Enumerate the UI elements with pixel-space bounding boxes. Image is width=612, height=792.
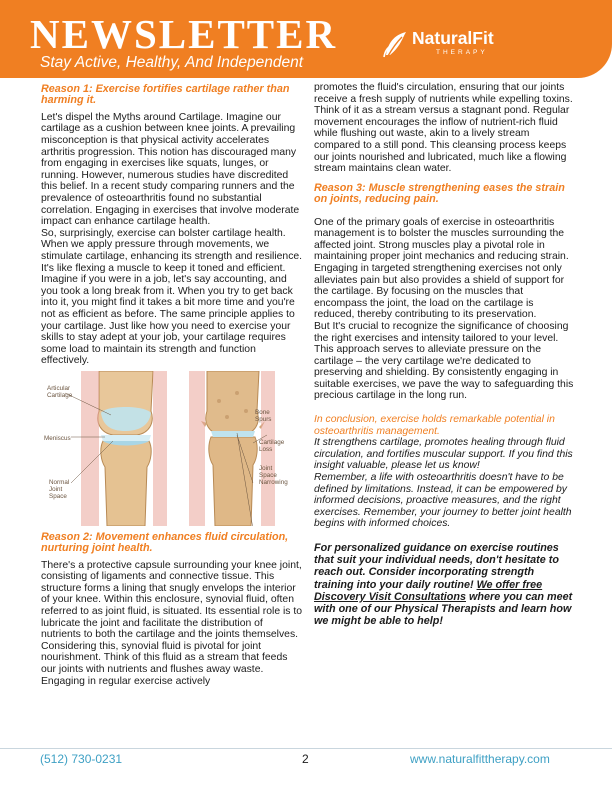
cta-text-before: For personalized guidance on exercise routines that suit your individual needs, don't hesitate to reach out. Consider incorporating strength training into your daily routine! (314, 542, 559, 591)
reason2-paragraph-3: promotes the fluid's circulation, ensuring that our joints receive a fresh supply of nutrients while expelling toxins. Think of it as a stream versus a stagnant pond. Regular movement encourages the inflow of nutrient-rich fluid while flushing out waste, akin to a lively stream compared to a still pond. This cleansing process keeps our joints nourished and lubricated, much like a flowing stream maintains clean water. (314, 82, 573, 175)
newsletter-subtitle: Stay Active, Healthy, And Independent (40, 54, 304, 71)
reason1-heading: Reason 1: Exercise fortifies cartilage rather than harming it. (41, 83, 290, 107)
footer-website[interactable]: www.naturalfittherapy.com (410, 752, 550, 766)
logo-tagline: THERAPY (436, 49, 488, 56)
newsletter-title: NEWSLETTER (30, 11, 338, 57)
footer-divider (0, 748, 612, 749)
healthy-knee (81, 371, 167, 526)
conclusion-paragraph-1: It strengthens cartilage, promotes healing through fluid circulation, and fortifies muscular support. If you find this insight valuable, please let us know! (314, 437, 573, 472)
right-column (314, 82, 576, 627)
brand-logo[interactable] (382, 25, 542, 70)
reason1-paragraph-2: So, surprisingly, exercise can bolster cartilage health. When we apply pressure through movements, we stimulate cartilage, enhancing its strength and resilience. It's like flexing a muscle to keep it toned and efficient. (41, 227, 303, 274)
page-number: 2 (302, 752, 309, 766)
reason2-paragraph-1: There's a protective capsule surrounding your knee joint, consisting of ligaments and connective tissue. This structure forms a lining that snugly envelops the interior of your knee. Within this enclosure, synovial fluid, often referred to as joint fluid, is situated. Its essential role is to lubricate the joint and facilitate the distribution of nutrients to both the cartilage and the joints themselves. (41, 559, 303, 641)
label-bone-spurs: Bone Spurs (255, 408, 272, 423)
label-articular-cartilage: Articular Cartilage (47, 384, 73, 399)
label-meniscus: Meniscus (44, 434, 71, 442)
reason3-paragraph-1: One of the primary goals of exercise in osteoarthritis management is to bolster the muscles surrounding the affected joint. Strong muscles play a pivotal role in maintaining proper joint mechanics and reducing strain. Engaging in targeted strengthening exercises not only alleviates pain but also provides a shield of support for the cartilage. By focusing on the muscles that encompass the joint, the load on the cartilage is reduced, thereby contributing to its preservation. (314, 216, 569, 321)
discovery-visit-link[interactable]: We offer free Discovery Visit Consultations (314, 578, 543, 603)
footer-phone[interactable]: (512) 730-0231 (40, 752, 123, 766)
reason3-paragraph-2: But It's crucial to recognize the significance of choosing the right exercises and intensity tailored to your level. This approach serves to alleviate pressure on the cartilage – the very cartilage we're dedicated to preserving and shielding. By consistently engaging in suitable exercises, we pave the way to safeguarding this precious cartilage in the long run. (314, 320, 574, 402)
reason2-heading: Reason 2: Movement enhances fluid circulation, nurturing joint health. (41, 530, 289, 555)
knee-illustration (41, 371, 303, 526)
conclusion-lead: In conclusion, exercise holds remarkable potential in osteoarthritis management. (314, 414, 555, 437)
left-column (41, 84, 303, 687)
label-joint-space-narrowing: Joint Space Narrowing (259, 464, 288, 486)
logo-name: NaturalFit (412, 28, 494, 48)
label-cartilage-loss: Cartilage Loss (259, 438, 285, 453)
label-normal-joint-space: Normal Joint Space (49, 478, 70, 500)
header-banner (0, 0, 612, 78)
reason1-paragraph-3: Imagine if you were in a job, let's say accounting, and you took a long break from it. When you try to get back into it, you might find it takes a bit more time and you're not as efficient as before. The same principle applies to your cartilage. Just like how you need to exercise your skills to stay adept at your job, your cartilage requires some load to maintain its strength and function effectively. (41, 274, 295, 367)
conclusion-paragraph-2: Remember, a life with osteoarthritis doesn't have to be defined by limitations. Instead, it can be empowered by informed decisions, proactive measures, and the right exercises. Remember, your journey to better joint health begins with informed choices. (314, 472, 572, 530)
reason2-paragraph-2: Considering this, synovial fluid is pivotal for joint nourishment. Think of this fluid as a stream that feeds our joints with nutrients and flushes away waste. Engaging in regular exercise actively (41, 640, 288, 687)
reason1-paragraph-1: Let's dispel the Myths around Cartilage. Imagine our cartilage as a cushion between knee joints. A prevailing misconception is that physical activity accelerates arthritis progression. This notion has discouraged many from engaging in exercises like squats, lunges, or running. However, numerous studies have discredited this belief. In a recent study comparing runners and the prevalence of osteoarthritis found no substantial correlation. Engaging in exercises that involve moderate impact can enhance cartilage health. (41, 111, 300, 228)
call-to-action (314, 542, 576, 627)
reason3-heading: Reason 3: Muscle strengthening eases the strain on joints, reducing pain. (314, 181, 565, 206)
cta-text-after: where you can meet with one of our Physical Therapists and learn how we might be able to help! (314, 590, 573, 628)
leaf-icon (382, 29, 410, 59)
